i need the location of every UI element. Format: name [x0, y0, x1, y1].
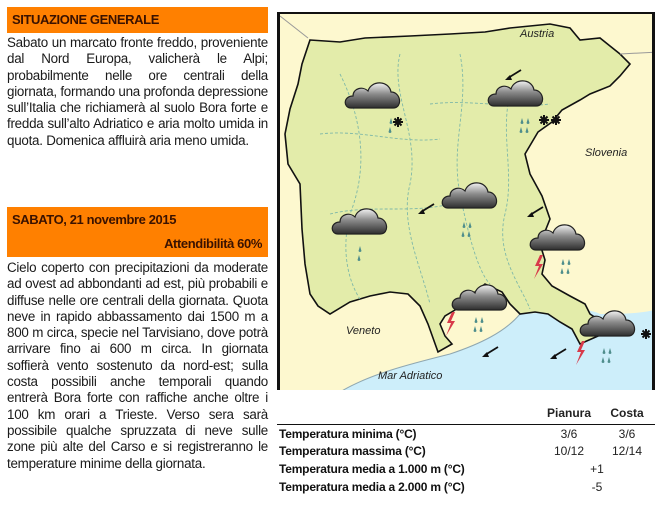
value-pianura: 3/6 — [560, 427, 578, 441]
general-situation-header — [7, 7, 268, 33]
general-situation-title: SITUAZIONE GENERALE — [12, 12, 159, 27]
table-row — [277, 480, 655, 497]
value-pianura: 10/12 — [553, 444, 585, 458]
row-label: Temperatura media a 2.000 m (°C) — [279, 480, 465, 494]
header-divider — [277, 424, 655, 425]
weather-map — [277, 12, 655, 390]
reliability-label: Attendibilità 60% — [164, 236, 262, 251]
forecast-text: Cielo coperto con precipitazioni da moderate ad ovest ad abbondanti ad est, più probabili e diffuse nelle ore centrali della giornata. Quota neve in rapido abbassamento dai 1500 m a 800 m circa, specie nel Tarvisiano, dove potrà arrivare fino ai 600 m circa. In giornata soffierà vento sostenuto da nord-est; sulla costa possibili anche temporali quando entrerà Bora forte con raffiche anche oltre i 100 km orari a Trieste. Verso sera sarà possibile qualche spruzzata di neve sulle zone più alte del Carso e si registreranno le temperature minime della giornata. — [7, 260, 268, 471]
label-sea: Mar Adriatico — [378, 370, 443, 382]
label-austria: Austria — [520, 28, 555, 40]
label-veneto: Veneto — [346, 325, 381, 337]
row-label: Temperatura massima (°C) — [279, 444, 426, 458]
value-combined: -5 — [591, 480, 603, 494]
map-graphic — [280, 14, 655, 390]
row-label: Temperatura media a 1.000 m (°C) — [279, 462, 465, 476]
value-combined: +1 — [590, 462, 604, 476]
table-row — [277, 462, 655, 479]
value-costa: 3/6 — [618, 427, 636, 441]
header-costa: Costa — [610, 406, 644, 420]
text-column — [7, 7, 268, 471]
header-pianura: Pianura — [546, 406, 591, 420]
row-label: Temperatura minima (°C) — [279, 427, 417, 441]
value-costa: 12/14 — [611, 444, 643, 458]
table-row — [277, 427, 655, 444]
table-row — [277, 444, 655, 461]
general-situation-text: Sabato un marcato fronte freddo, proveniente dal Nord Europa, valicherà le Alpi; probabilmente nelle ore centrali della giornata, formando una profonda depressione sull’Italia che richiamerà al suolo Bora forte e fredda sull’alto Adriatico e aria molto umida in quota. Domenica affluirà aria meno umida. — [7, 35, 268, 148]
forecast-header — [7, 207, 268, 257]
forecast-date: SABATO, 21 novembre 2015 — [12, 212, 177, 227]
label-slovenia: Slovenia — [585, 147, 628, 159]
